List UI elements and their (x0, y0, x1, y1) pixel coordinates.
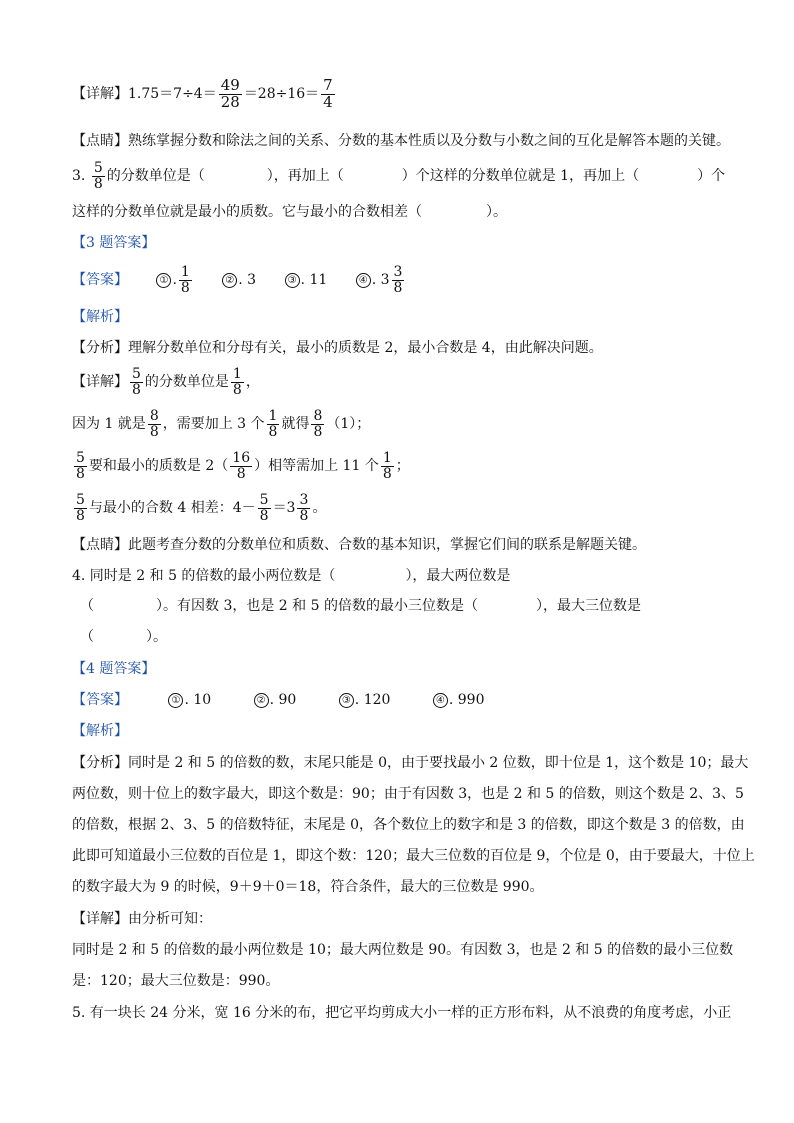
q4-jiexi-header: 【解析】 (72, 723, 128, 739)
q3-text: ），再加上（ (266, 168, 344, 184)
q4-answer-header: 【4 题答案】 (72, 661, 156, 677)
detail-text: ； (395, 458, 410, 474)
q4-detail-line2: 同时是 2 和 5 的倍数的最小两位数是 10；最大两位数是 90。有因数 3，也是 2 和 5 的倍数的最小三位数 (72, 942, 734, 958)
fraction: $\frac{1}{8}$ (180, 263, 190, 296)
q4-answer-line (72, 690, 734, 710)
fraction: $\frac{3}{8}$ (299, 491, 309, 524)
q3-detail-line2 (72, 404, 734, 444)
detail-tag: 【详解】 (72, 86, 128, 102)
fraction: $\frac{5}{8}$ (259, 491, 269, 524)
analysis-text: 理解分数单位和分母有关，最小的质数是 2，最小合数是 4，由此解决问题。 (128, 340, 603, 356)
analysis-tag: 【分析】 (72, 340, 128, 356)
q3-detail-line1 (72, 362, 734, 402)
circled-number: ② (222, 273, 237, 288)
q2-detail-text: 1.75＝7÷4＝ (128, 86, 217, 102)
q2-detail-text: ＝28÷16＝ (243, 86, 320, 102)
fraction: $\frac{49}{28}$ (220, 75, 240, 111)
answer-tag: 【答案】 (72, 692, 128, 708)
detail-text: 要和最小的质数是 2（ (88, 458, 229, 474)
detail-text: ， (245, 374, 260, 390)
fraction: $\frac{5}{8}$ (76, 449, 85, 482)
q3-text: 的分数单位是（ (106, 168, 205, 184)
question-number: 3. (72, 168, 86, 184)
q2-detail-line (72, 72, 734, 116)
q4-analysis-line3: 的倍数，根据 2、3、5 的倍数特征，末尾是 0，各个数位上的数字和是 3 的倍数，即这个数是 3 的倍数，由 (72, 817, 745, 833)
point-text: 熟练掌握分数和除法之间的关系、分数的基本性质以及分数与小数之间的互化是解答本题的关键。 (128, 133, 730, 149)
detail-text: 。 (312, 500, 327, 516)
circled-number: ④ (433, 693, 448, 708)
q4-text: ），最大两位数是 (405, 568, 511, 584)
fraction: $\frac{1}{8}$ (232, 365, 242, 398)
q4-analysis-line4: 此即可知道最小三位数的百位是 1，即这个数：120；最大三位数的百位是 9，个位是 0，由于要最大，十位上 (72, 848, 755, 864)
fraction: $\frac{8}{8}$ (313, 407, 323, 440)
fraction: $\frac{1}{8}$ (382, 449, 392, 482)
fraction: $\frac{1}{8}$ (268, 407, 278, 440)
detail-text: （1）； (326, 416, 371, 432)
q3-question-line2 (72, 202, 734, 222)
detail-text: 因为 1 就是 (72, 416, 146, 432)
point-tag: 【点睛】 (72, 133, 128, 149)
fraction: $\frac{16}{8}$ (232, 449, 251, 482)
answer-value: . 11 (300, 272, 328, 288)
fraction: $\frac{7}{4}$ (323, 75, 333, 111)
q4-analysis-line2: 两位数，则十位上的数字最大，即这个数是：90；由于有因数 3，也是 2 和 5 的倍数，则这个数是 2、3、5 (72, 786, 744, 802)
detail-text: 的分数单位是 (144, 374, 229, 390)
q4-question-line2 (80, 596, 734, 616)
circled-number: ① (156, 273, 171, 288)
detail-text: 与最小的合数 4 相差：4－ (88, 500, 256, 516)
q3-answer-line: 【答案】 ① . $\frac{1}{8}$ ② . 3 ③ . 11 ④ . 3 $\frac{3}{8}$ (72, 263, 403, 296)
detail-text: ）相等需加上 11 个 (254, 458, 379, 474)
q4-text: ），最大三位数是 (535, 598, 641, 614)
point-tag: 【点睛】 (72, 537, 128, 553)
q4-text: ）。 (146, 629, 167, 645)
analysis-text: 同时是 2 和 5 的倍数的数，末尾只能是 0，由于要找最小 2 位数，即十位是 1，这个数是 10；最大 (128, 755, 749, 771)
answer-value: . 3 (238, 272, 257, 288)
circled-number: ③ (285, 273, 300, 288)
q4-text: （ (80, 598, 94, 614)
q4-detail-line3: 是：120；最大三位数是：990。 (72, 973, 280, 989)
analysis-tag: 【分析】 (72, 755, 128, 771)
q3-analysis-line (72, 338, 734, 358)
circled-number: ③ (339, 693, 354, 708)
q3-detail-line3 (72, 446, 734, 486)
q3-answer-header: 【3 题答案】 (72, 235, 156, 251)
q4-question-line1 (72, 566, 734, 586)
answer-tag: 【答案】 (72, 272, 128, 288)
q3-text: 这样的分数单位就是最小的质数。它与最小的合数相差（ (72, 204, 422, 220)
q3-text: ）个这样的分数单位就是 1，再加上（ (401, 168, 640, 184)
q4-text: 4. 同时是 2 和 5 的倍数的最小两位数是（ (72, 568, 336, 584)
detail-text: ＝3 (272, 500, 296, 516)
q4-analysis-line5: 的数字最大为 9 的时候，9＋9＋0＝18，符合条件，最大的三位数是 990。 (72, 879, 544, 895)
detail-text: 就得 (281, 416, 310, 432)
circled-number: ① (168, 693, 183, 708)
q3-question-line1 (72, 156, 734, 196)
answer-value: . 90 (269, 692, 297, 708)
q5-question-line: 5. 有一块长 24 分米，宽 16 分米的布，把它平均剪成大小一样的正方形布料，从不浪费的角度考虑，小正 (72, 1005, 732, 1021)
q3-detail-line4 (72, 488, 734, 528)
q2-point-line (72, 131, 734, 151)
answer-value: . 120 (354, 692, 391, 708)
detail-tag: 【详解】 (72, 374, 128, 390)
q4-text: ）。有因数 3，也是 2 和 5 的倍数的最小三位数是（ (156, 598, 478, 614)
detail-tag: 【详解】 (72, 911, 128, 927)
fraction: $\frac{5}{8}$ (132, 365, 141, 398)
answer-value: . 10 (184, 692, 212, 708)
q4-question-line3 (80, 627, 734, 647)
detail-text: 由分析可知： (128, 911, 212, 927)
point-text: 此题考查分数的分数单位和质数、合数的基本知识，掌握它们间的联系是解题关键。 (128, 537, 646, 553)
fraction: $\frac{5}{8}$ (76, 491, 85, 524)
detail-text: ，需要加上 3 个 (162, 416, 265, 432)
q3-point-line (72, 535, 734, 555)
fraction: $\frac{5}{8}$ (93, 159, 103, 192)
q4-text: （ (80, 629, 94, 645)
circled-number: ② (254, 693, 269, 708)
q3-jiexi-header: 【解析】 (72, 309, 128, 325)
circled-number: ④ (356, 273, 371, 288)
q4-detail-line1 (72, 909, 734, 929)
answer-value: . 990 (448, 692, 485, 708)
q3-text: ）。 (486, 204, 507, 220)
q3-text: ）个 (697, 168, 726, 184)
fraction: $\frac{3}{8}$ (393, 263, 403, 296)
q4-analysis-line1 (72, 753, 749, 773)
answer-value: . 3 (371, 272, 390, 288)
fraction: $\frac{8}{8}$ (149, 407, 159, 440)
